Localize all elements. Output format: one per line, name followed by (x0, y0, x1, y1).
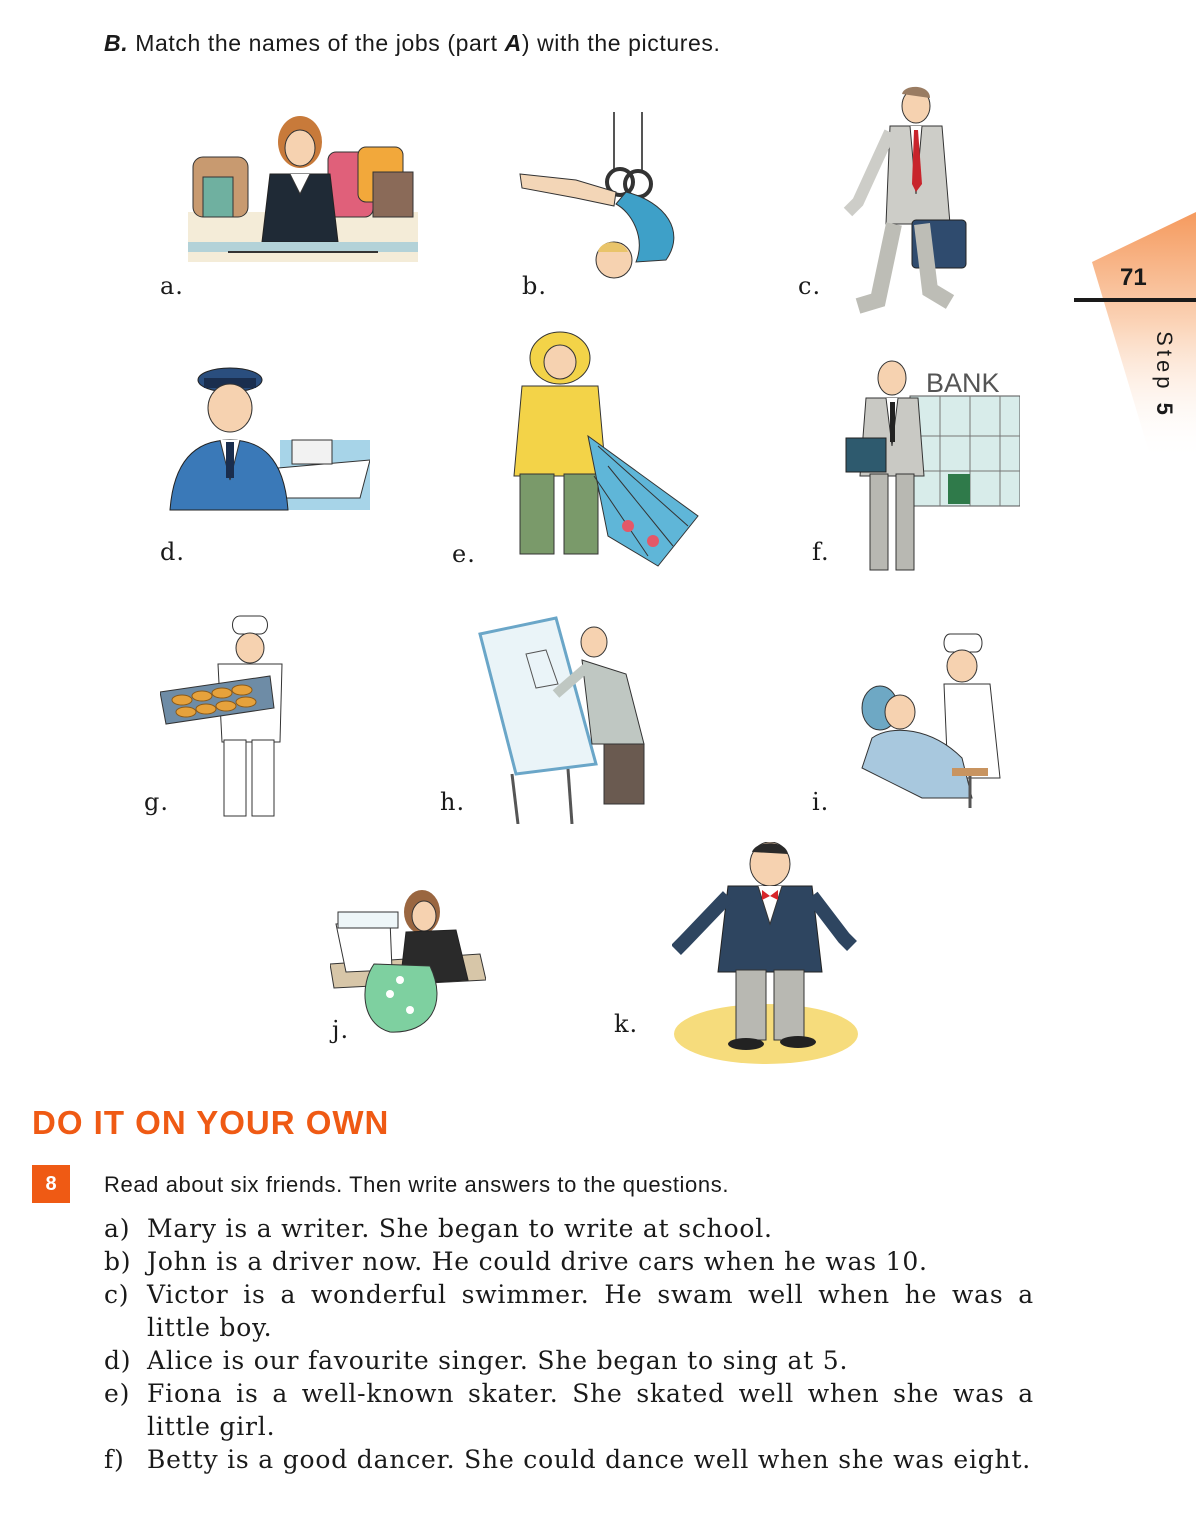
list-item (104, 1212, 1034, 1245)
item-text: Betty is a good dancer. She could dance well when she was eight. (147, 1445, 1032, 1474)
picture-label-i: i. (812, 788, 830, 816)
fisherman-illustration (498, 326, 718, 576)
picture-label-g: g. (144, 788, 169, 816)
item-key: b) (104, 1247, 132, 1276)
step-word: Step (1152, 331, 1177, 393)
tab-divider (1074, 298, 1196, 302)
picture-label-f: f. (812, 538, 830, 566)
instruction-text-2: ) with the pictures. (521, 30, 721, 56)
item-key: d) (104, 1346, 132, 1375)
tailor-illustration (330, 884, 486, 1034)
shop-assistant-illustration (188, 112, 418, 272)
item-text: Mary is a writer. She began to write at school. (147, 1214, 773, 1243)
page-number: 71 (1120, 264, 1147, 291)
exercise-instruction: Read about six friends. Then write answers to the questions. (104, 1172, 730, 1197)
exercise-b-letter: B. (104, 30, 129, 56)
step-label (1151, 325, 1177, 425)
list-item (104, 1278, 1034, 1344)
item-key: f) (104, 1445, 125, 1474)
item-text: Victor is a wonderful swimmer. He swam well when he was a little boy. (147, 1280, 1034, 1342)
picture-label-h: h. (440, 788, 466, 816)
picture-label-j: j. (332, 1016, 350, 1044)
baker-illustration (160, 612, 290, 827)
singer-illustration (672, 842, 860, 1066)
exercise-b-instruction (104, 30, 720, 57)
exercise-number-badge: 8 (32, 1165, 70, 1203)
section-title: DO IT ON YOUR OWN (32, 1104, 390, 1141)
instruction-part-letter: A (504, 30, 522, 56)
item-text: John is a driver now. He could drive cars when he was 10. (147, 1247, 928, 1276)
picture-label-a: a. (160, 272, 184, 300)
instruction-text-1: Match the names of the jobs (part (135, 30, 505, 56)
page-side-tab (1072, 212, 1196, 462)
ship-captain-illustration (160, 360, 370, 530)
picture-label-d: d. (160, 538, 185, 566)
list-item (104, 1443, 1034, 1476)
picture-label-c: c. (798, 272, 822, 300)
list-item (104, 1344, 1034, 1377)
architect-illustration (476, 614, 656, 824)
bank-sign: BANK (926, 368, 1000, 398)
item-text: Alice is our favourite singer. She began to sing at 5. (147, 1346, 849, 1375)
businessman-illustration (838, 84, 973, 319)
picture-label-e: e. (452, 540, 476, 568)
dentist-illustration (852, 628, 1012, 813)
picture-label-b: b. (522, 272, 547, 300)
step-number: 5 (1152, 402, 1177, 419)
gymnast-illustration (516, 112, 696, 292)
item-key: a) (104, 1214, 131, 1243)
list-item (104, 1377, 1034, 1443)
item-key: c) (104, 1280, 130, 1309)
item-key: e) (104, 1379, 131, 1408)
item-text: Fiona is a well-known skater. She skated well when she was a little girl. (147, 1379, 1034, 1441)
list-item (104, 1245, 1034, 1278)
exercise-items (104, 1212, 1034, 1476)
bank-clerk-illustration (840, 356, 1020, 581)
picture-label-k: k. (614, 1010, 639, 1038)
